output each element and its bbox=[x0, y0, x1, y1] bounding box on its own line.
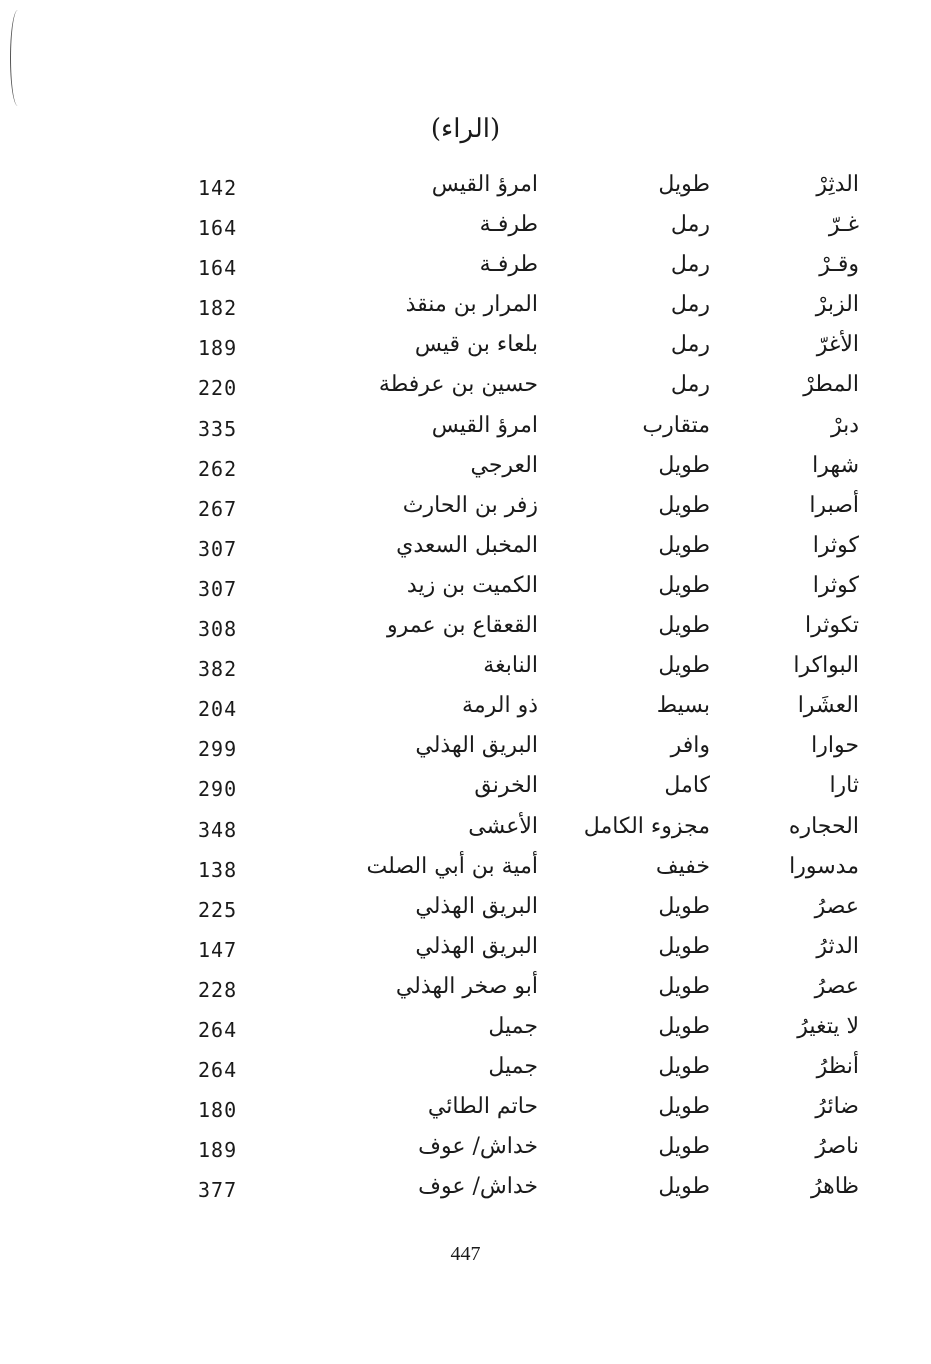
index-table bbox=[0, 168, 931, 1210]
page-cell: 382 bbox=[198, 657, 238, 682]
table-row bbox=[0, 1050, 931, 1090]
page-cell: 142 bbox=[198, 176, 238, 200]
page-cell: 377 bbox=[198, 1178, 238, 1203]
poet-cell: امرؤ القيس bbox=[431, 172, 538, 197]
page-cell: 307 bbox=[198, 576, 238, 601]
poet-cell: النابغة bbox=[483, 653, 538, 679]
table-row bbox=[0, 729, 931, 769]
page-cell: 262 bbox=[198, 456, 238, 481]
poet-cell: ذو الرمة bbox=[462, 693, 538, 719]
table-row bbox=[0, 529, 931, 569]
poet-cell: الكميت بن زيد bbox=[406, 572, 538, 598]
page-cell: 182 bbox=[198, 296, 238, 321]
poet-cell: العرجي bbox=[470, 452, 538, 478]
scan-edge-mark bbox=[10, 10, 23, 106]
page-cell: 204 bbox=[198, 697, 238, 722]
meter-cell: طويل bbox=[658, 1054, 710, 1080]
poet-cell: بلعاء بن قيس bbox=[414, 332, 538, 358]
rhyme-cell: ناصرُ bbox=[815, 1134, 859, 1160]
rhyme-cell: تكوثرا bbox=[804, 613, 859, 639]
table-row bbox=[0, 810, 931, 850]
page-cell: 228 bbox=[198, 977, 238, 1002]
table-row bbox=[0, 1010, 931, 1050]
poet-cell: حسين بن عرفطة bbox=[378, 372, 538, 398]
rhyme-cell: ضائرُ bbox=[815, 1094, 859, 1120]
rhyme-cell: الحجاره bbox=[788, 813, 859, 839]
table-row bbox=[0, 409, 931, 449]
table-row bbox=[0, 689, 931, 729]
page-cell: 164 bbox=[198, 216, 238, 241]
poet-cell: طرفـة bbox=[479, 212, 538, 238]
poet-cell: خداش/ عوف bbox=[418, 1134, 538, 1160]
table-row bbox=[0, 609, 931, 649]
table-row bbox=[0, 489, 931, 529]
table-row bbox=[0, 248, 931, 288]
meter-cell: وافر bbox=[670, 733, 710, 759]
table-row bbox=[0, 569, 931, 609]
meter-cell: طويل bbox=[658, 492, 710, 518]
rhyme-cell: دبرْ bbox=[830, 412, 859, 438]
meter-cell: طويل bbox=[658, 452, 710, 478]
meter-cell: طويل bbox=[658, 1134, 710, 1160]
rhyme-cell: مدسورا bbox=[789, 853, 859, 879]
page-cell: 189 bbox=[198, 336, 238, 361]
meter-cell: رمل bbox=[670, 252, 710, 278]
rhyme-cell: عصرُ bbox=[814, 973, 859, 999]
meter-cell: طويل bbox=[658, 1174, 710, 1200]
table-row bbox=[0, 930, 931, 970]
rhyme-cell: البواكرا bbox=[793, 653, 859, 679]
poet-cell: الأعشى bbox=[468, 813, 538, 839]
rhyme-cell: ظاهرُ bbox=[811, 1174, 859, 1200]
meter-cell: طويل bbox=[658, 532, 710, 558]
rhyme-cell: كوثرا bbox=[812, 532, 859, 558]
table-row bbox=[0, 328, 931, 368]
poet-cell: امرؤ القيس bbox=[431, 412, 538, 438]
rhyme-cell: العشَرا bbox=[797, 693, 859, 719]
page-cell: 138 bbox=[198, 857, 238, 882]
table-row bbox=[0, 168, 931, 208]
table-row bbox=[0, 1170, 931, 1210]
meter-cell: طويل bbox=[658, 172, 710, 197]
poet-cell: زفر بن الحارث bbox=[402, 492, 538, 518]
meter-cell: رمل bbox=[670, 332, 710, 358]
poet-cell: خداش/ عوف bbox=[418, 1174, 538, 1200]
meter-cell: طويل bbox=[658, 893, 710, 919]
page-cell: 335 bbox=[198, 416, 238, 441]
meter-cell: بسيط bbox=[656, 693, 710, 719]
section-heading: (الراء) bbox=[430, 114, 501, 144]
rhyme-cell: الأغرّ bbox=[816, 332, 859, 358]
meter-cell: رمل bbox=[670, 372, 710, 398]
page-cell: 180 bbox=[198, 1098, 238, 1123]
poet-cell: البريق الهذلي bbox=[415, 733, 538, 759]
page-cell: 307 bbox=[198, 536, 238, 561]
table-row bbox=[0, 288, 931, 328]
page-cell: 348 bbox=[198, 817, 238, 842]
page-cell: 220 bbox=[198, 376, 238, 401]
rhyme-cell: لا يتغيرُ bbox=[797, 1013, 859, 1039]
table-row bbox=[0, 1090, 931, 1130]
page-cell: 299 bbox=[198, 737, 238, 762]
rhyme-cell: أنظرُ bbox=[816, 1054, 859, 1080]
page-cell: 264 bbox=[198, 1058, 238, 1083]
meter-cell: متقارب bbox=[642, 412, 710, 438]
rhyme-cell: كوثرا bbox=[812, 572, 859, 598]
page-cell: 267 bbox=[198, 496, 238, 521]
poet-cell: البريق الهذلي bbox=[415, 893, 538, 919]
page-cell: 264 bbox=[198, 1017, 238, 1042]
poet-cell: أبو صخر الهذلي bbox=[395, 973, 538, 999]
rhyme-cell: ثارا bbox=[829, 773, 859, 799]
meter-cell: طويل bbox=[658, 1013, 710, 1039]
table-row bbox=[0, 890, 931, 930]
page-cell: 189 bbox=[198, 1138, 238, 1163]
page-cell: 225 bbox=[198, 897, 238, 922]
meter-cell: طويل bbox=[658, 973, 710, 999]
rhyme-cell: المطرْ bbox=[803, 372, 859, 398]
table-row bbox=[0, 208, 931, 248]
page-cell: 147 bbox=[198, 937, 238, 962]
poet-cell: الخرنق bbox=[474, 773, 538, 799]
table-row bbox=[0, 970, 931, 1010]
rhyme-cell: الدثرُ bbox=[816, 933, 859, 959]
rhyme-cell: غـرّ bbox=[828, 212, 859, 238]
page-cell: 290 bbox=[198, 777, 238, 802]
poet-cell: أمية بن أبي الصلت bbox=[366, 853, 538, 879]
table-row bbox=[0, 649, 931, 689]
table-row bbox=[0, 368, 931, 408]
rhyme-cell: أصبرا bbox=[809, 492, 859, 518]
meter-cell: رمل bbox=[670, 292, 710, 318]
table-row bbox=[0, 850, 931, 890]
rhyme-cell: عصرُ bbox=[814, 893, 859, 919]
page-cell: 164 bbox=[198, 256, 238, 281]
rhyme-cell: وقـرْ bbox=[819, 252, 859, 278]
poet-cell: جميل bbox=[488, 1013, 538, 1039]
poet-cell: طرفـة bbox=[479, 252, 538, 278]
meter-cell: رمل bbox=[670, 212, 710, 238]
table-row bbox=[0, 1130, 931, 1170]
meter-cell: طويل bbox=[658, 933, 710, 959]
meter-cell: طويل bbox=[658, 613, 710, 639]
table-row bbox=[0, 449, 931, 489]
poet-cell: المرار بن منقذ bbox=[405, 292, 538, 318]
page-number: 447 bbox=[450, 1243, 481, 1265]
meter-cell: طويل bbox=[658, 1094, 710, 1120]
meter-cell: كامل bbox=[664, 773, 710, 799]
table-row bbox=[0, 769, 931, 809]
page-cell: 308 bbox=[198, 617, 238, 642]
rhyme-cell: الدثِرْ bbox=[816, 172, 859, 197]
rhyme-cell: الزبرْ bbox=[815, 292, 859, 318]
poet-cell: جميل bbox=[488, 1054, 538, 1080]
poet-cell: القعقاع بن عمرو bbox=[387, 613, 538, 639]
meter-cell: طويل bbox=[658, 653, 710, 679]
meter-cell: طويل bbox=[658, 572, 710, 598]
poet-cell: المخبل السعدي bbox=[396, 532, 538, 558]
poet-cell: حاتم الطائي bbox=[427, 1094, 538, 1120]
poet-cell: البريق الهذلي bbox=[415, 933, 538, 959]
rhyme-cell: حوارا bbox=[811, 733, 859, 759]
meter-cell: خفيف bbox=[655, 853, 710, 879]
rhyme-cell: شهرا bbox=[812, 452, 859, 478]
meter-cell: مجزوء الكامل bbox=[583, 813, 710, 839]
